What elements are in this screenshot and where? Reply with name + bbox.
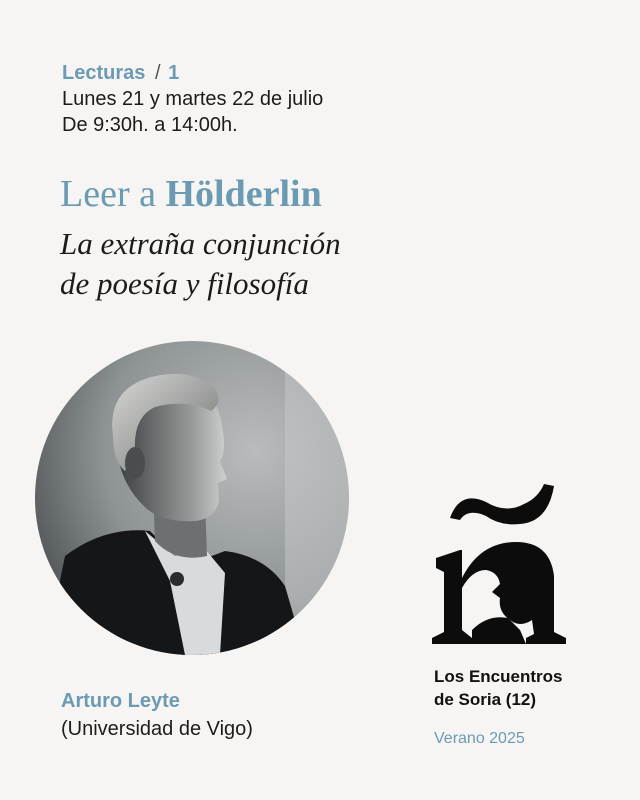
subtitle-line-1: La extraña conjunción bbox=[60, 226, 341, 261]
subtitle-line-2: de poesía y filosofía bbox=[60, 266, 309, 301]
title-prefix: Leer a bbox=[60, 173, 156, 215]
page-title bbox=[60, 172, 341, 216]
n-tilde-silhouette-logo bbox=[428, 480, 574, 650]
event-dates: Lunes 21 y martes 22 de julio bbox=[62, 88, 324, 110]
portrait-image bbox=[35, 341, 349, 655]
title-block bbox=[60, 172, 341, 304]
speaker-name: Arturo Leyte bbox=[61, 690, 180, 712]
series-label: Lecturas bbox=[62, 62, 146, 84]
event-info bbox=[434, 665, 562, 749]
series-number: 1 bbox=[168, 62, 180, 84]
event-name-line-2: de Soria (12) bbox=[434, 690, 537, 709]
event-name-line-1: Los Encuentros bbox=[434, 667, 563, 686]
event-time: De 9:30h. a 14:00h. bbox=[62, 114, 238, 136]
speaker-affiliation: (Universidad de Vigo) bbox=[61, 718, 253, 740]
event-season: Verano 2025 bbox=[434, 730, 525, 747]
title-name: Hölderlin bbox=[165, 173, 322, 215]
header bbox=[62, 60, 323, 138]
speaker-info bbox=[61, 687, 253, 743]
speaker-portrait bbox=[35, 341, 349, 655]
series-separator: / bbox=[154, 62, 161, 84]
subtitle bbox=[60, 224, 341, 304]
series-line bbox=[62, 60, 323, 86]
